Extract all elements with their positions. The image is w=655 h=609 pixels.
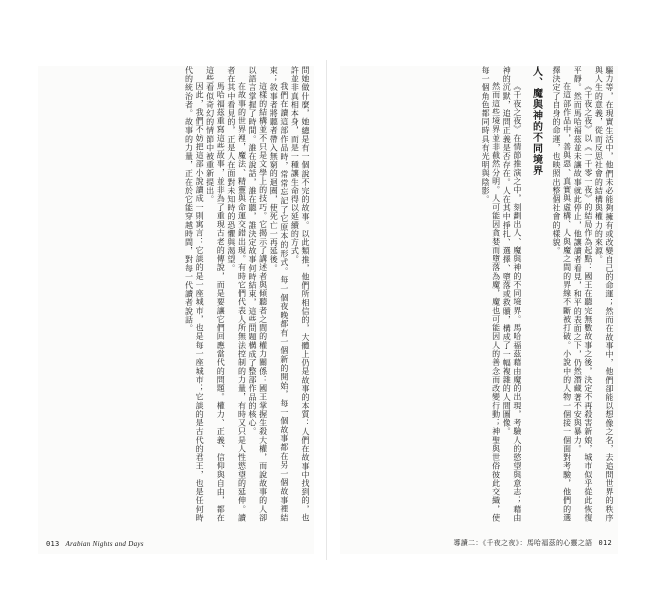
paragraph: 我們在讀這部作品時，常常忘記了它原本的形式。每一個夜晚都有一個新的開始，每一個故事都在另一個故事裡結束；敘事者將聽者帶入無窮的迴圈，使死亡一再延後。 <box>269 66 289 522</box>
paragraph: 這樣的結構並不只是文學上的技巧。它揭示了講述者與傾聽者之間的權力關係：國王掌握生殺大權，而說故事的人卻以語言掌握了時間。誰在說話，誰在聽，誰決定故事何時結束，這些問題構成了整部作品的核心。 <box>248 66 268 522</box>
paragraph: 因此，我們不妨把這部小說讀成一則寓言：它談的是一座城市，也是每一座城市；它談的是古代的君王，也是任何時代的統治者。故事的力量，正在於它能穿越時間，對每一代讀者說話。 <box>184 66 205 522</box>
page-number: 012 <box>598 539 612 547</box>
page-number: 013 <box>46 540 60 548</box>
paragraph: 驅力等，在現實生活中，他們未必能夠擁有或改變自己的命運；然而在故事中，他們卻能以想像之名，去追問世界的秩序與人生的意義，從而反思社會的結構與權力的來源。 <box>594 66 614 522</box>
right-page-text <box>342 66 614 522</box>
left-page-text <box>44 66 310 522</box>
running-title: Arabian Nights and Days <box>65 540 144 548</box>
left-page <box>38 66 314 554</box>
left-page-footer <box>46 540 144 548</box>
book-gutter <box>326 60 327 560</box>
paragraph: 馬哈福茲重寫這些故事，並非為了重現古老的傳說，而是要讓它們回應當代的問題。權力、正義、信仰與自由，都在這些看似奇幻的情節中被重新提出。 <box>205 66 226 522</box>
paragraph: 《千夜之夜》以《一千零一夜》的結局作為起點：國王在聽完無數故事之後，決定不再殺害新娘，城市似乎從此恢復平靜。然而馬哈福茲並未讓故事就此停止，他讓讀者看見，和平的表面之下，仍然潛藏著不安與暴力。 <box>573 66 593 522</box>
right-page <box>340 66 618 554</box>
paragraph: 在這部作品中，善與惡、真實與虛構、人與魔之間的界線不斷被打破。小說中的人物一個接一個面對考驗，他們的選擇決定了自身的命運，也映照出整個社會的樣貌。 <box>552 66 572 522</box>
paragraph: 然而這些境界並非截然分明。人可能因貪婪而墮落為魔，魔也可能因人的善念而改變行動；神聖與世俗彼此交織，使每一個角色都同時具有光明與陰影。 <box>481 66 501 522</box>
right-page-footer <box>453 538 612 548</box>
paragraph: 在故事的世界裡，魔法、精靈與命運交錯出現。有時它們代表人所無法控制的力量，有時又只是人性慾望的延伸。讀者在其中看見的，正是人在面對未知時的恐懼與渴望。 <box>226 66 247 522</box>
running-title: 導讀二：《千夜之夜》：馬哈福茲的心靈之語 <box>453 539 593 547</box>
paragraph: 《千夜之夜》在情節推演之中，刻劃出人、魔與神的不同境界。馬哈福茲藉由魔的出現，考驗人的慾望與意志；藉由神的沉默，追問正義是否存在。人在其中掙扎、選擇、墮落或救贖，構成了一幅複雜的人間圖像。 <box>502 66 522 522</box>
section-heading: 人、魔與神的不同境界 <box>530 66 542 176</box>
paragraph: 問她做什麼，她總是有一個說不完的故事。以此類推，他們所相信的，大體上仍是故事的本質：人們在故事中找到的，也許並非真相本身，而是一種讓生命得以延續的方式。 <box>290 66 310 522</box>
